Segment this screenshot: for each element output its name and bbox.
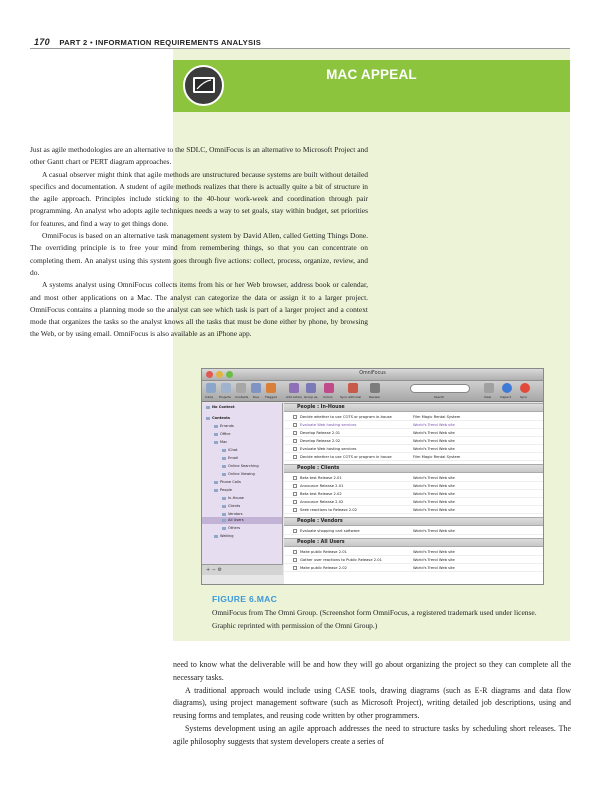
window-title: OmniFocus (359, 371, 386, 376)
body-paragraph: Systems development using an agile approach addresses the need to structure tasks by scheduling short releases. The agile philosophy suggests that system developers create a series of (173, 723, 571, 746)
context-sidebar (202, 403, 283, 575)
table-row: Announce Release 2.01 World's Trend Web site (284, 482, 544, 490)
window-titlebar (202, 369, 543, 381)
action-list (284, 403, 544, 585)
group-header: People : All Users (284, 538, 544, 547)
toolbar-label: Due (253, 395, 260, 399)
table-row: Develop Release 2.02 World's Trend Web site (284, 437, 544, 445)
toolbar-label: Sync with iCal (340, 395, 362, 399)
head-separator: • (90, 38, 93, 47)
toolbar-label: Group as (304, 395, 318, 399)
toolbar-label: Inspect (500, 395, 511, 399)
toolbar-label: Contexts (235, 395, 249, 399)
sidebar-item: Online Searching (222, 464, 259, 468)
sidebar-footer: + − ⚙ (202, 564, 283, 575)
toolbar-label: Colors (323, 395, 333, 399)
sidebar-item: Phone Calls (214, 480, 241, 484)
table-row: Decide whether to use COTS or program in-house Film Magic Rental System (284, 413, 544, 421)
table-row: Evaluate shopping cart software World's Trend Web site (284, 527, 544, 535)
body-paragraph: A traditional approach would include using CASE tools, drawing diagrams (such as E-R diagrams and data flow diagrams), using project management software (such as Microsoft Project), writing detailed job descriptions, using and reusing forms and templates, and reusing code written by other programmers. (173, 685, 571, 721)
add-action-icon (289, 383, 299, 393)
toolbar-label: Sync (520, 395, 528, 399)
table-row: Evaluate Web hosting services World's Trend Web site (284, 421, 544, 429)
sidebar-item: Errands (214, 424, 234, 428)
figure-caption: OmniFocus from The Omni Group. (Screenshot form OmniFocus, a registered trademark used under license. Graphic reprinted with permission of the Omni Group.) (212, 608, 537, 630)
table-row: Evaluate Web hosting services World's Trend Web site (284, 445, 544, 453)
table-row: Beta test Release 2.02 World's Trend Web site (284, 490, 544, 498)
sidebar-item: Contexts (206, 416, 230, 420)
running-head (34, 37, 261, 47)
table-row: Develop Release 2.01 World's Trend Web site (284, 429, 544, 437)
toolbar-label: Projects (219, 395, 231, 399)
table-row: Announce Release 2.02 World's Trend Web site (284, 498, 544, 506)
mac-paragraph: A systems analyst using OmniFocus collects items from his or her Web browser, address book or calendar, and most other applications on a Mac. The analyst can categorize the data or assign it to a larger project. OmniFocus contains a planning mode so the analyst can see which task is part of a larger project and a context mode that organizes the tasks so the analyst knows all the tasks that must be done either by phone, by browsing the Web, or by using email. OmniFocus is also available as an iPhone app. (30, 280, 368, 339)
sidebar-item: No Context (206, 405, 235, 409)
toolbar-label: Inbox (205, 395, 214, 399)
table-row: Make public Release 2.02 World's Trend Web site (284, 564, 544, 572)
sidebar-item: Waiting (214, 534, 234, 538)
sidebar-item: Online Viewing (222, 472, 255, 476)
sidebar-item: Email (222, 456, 238, 460)
table-row: Make public Release 2.01 World's Trend Web site (284, 548, 544, 556)
colors-icon (324, 383, 334, 393)
group-icon (306, 383, 316, 393)
sidebar-item: Vendors (222, 512, 243, 516)
section-title: INFORMATION REQUIREMENTS ANALYSIS (95, 38, 262, 47)
inbox-icon (206, 383, 216, 393)
window-toolbar (202, 381, 543, 402)
sidebar-item: People (214, 488, 232, 492)
search-input (410, 384, 470, 393)
sidebar-item: iChat (222, 448, 237, 452)
inspect-icon (502, 383, 512, 393)
mac-paragraph: Just as agile methodologies are an alternative to the SDLC, OmniFocus is an alternative to Microsoft Project and other Gantt chart or PERT diagram approaches. (30, 145, 368, 167)
table-row: Decide whether to use COTS or program in house Film Magic Rental System (284, 453, 544, 461)
page-number: 170 (34, 37, 50, 47)
flag-icon (266, 383, 276, 393)
ical-icon (348, 383, 358, 393)
group-header: People : Clients (284, 464, 544, 473)
sidebar-item: Clients (222, 504, 240, 508)
contexts-icon (236, 383, 246, 393)
mac-appeal-title: MAC APPEAL (326, 67, 417, 82)
projects-icon (221, 383, 231, 393)
sidebar-item: Mac (214, 440, 227, 444)
toolbar-label: Search (434, 395, 445, 399)
toolbar-label: Flagged (265, 395, 277, 399)
body-text (173, 659, 571, 749)
sync-icon (520, 383, 530, 393)
group-header: People : In-House (284, 403, 544, 412)
omnifocus-screenshot (201, 368, 544, 585)
mac-appeal-text (30, 144, 368, 341)
table-row: Seek reactions to Release 2.02 World's Trend Web site (284, 506, 544, 514)
toolbar-labels (202, 395, 544, 401)
toolbar-label: Review (369, 395, 380, 399)
due-icon (251, 383, 261, 393)
sidebar-item: In-House (222, 496, 244, 500)
group-header: People : Vendors (284, 517, 544, 526)
view-icon (484, 383, 494, 393)
table-row: Beta test Release 2.01 World's Trend Web site (284, 474, 544, 482)
figure-label: FIGURE 6.MAC (212, 594, 278, 604)
toolbar-label: Add Action (286, 395, 303, 399)
toolbar-label: View (484, 395, 492, 399)
review-icon (370, 383, 380, 393)
mac-paragraph: A casual observer might think that agile methods are unstructured because systems are built without detailed specifics and documentation. A student of agile methods realizes that there is actually quite a bit of structure in the agile approach. Principles include sticking to the 40-hour work-week and coordination through pair programming. An analyst who adopts agile techniques needs a way to set goals, stay within budget, set priorities for features, and find a way to get things done. (30, 169, 368, 228)
sidebar-item: All Users (222, 518, 244, 522)
sidebar-item: Others (222, 526, 240, 530)
table-row: Gather user reactions to Public Release 2.01 World's Trend Web site (284, 556, 544, 564)
mac-paragraph: OmniFocus is based on an alternative task management system by David Allen, called Getting Things Done. The overriding principle is to free your mind from remembering things, so that you can concentrate on completing them. An analyst using this system goes through five actions: collect, process, organize, review, and do. (30, 231, 368, 277)
part-label: PART 2 (59, 38, 88, 47)
sidebar-item: Office (214, 432, 231, 436)
body-paragraph: need to know what the deliverable will be and how they will go about organizing the project so they can complete all the necessary tasks. (173, 660, 571, 682)
